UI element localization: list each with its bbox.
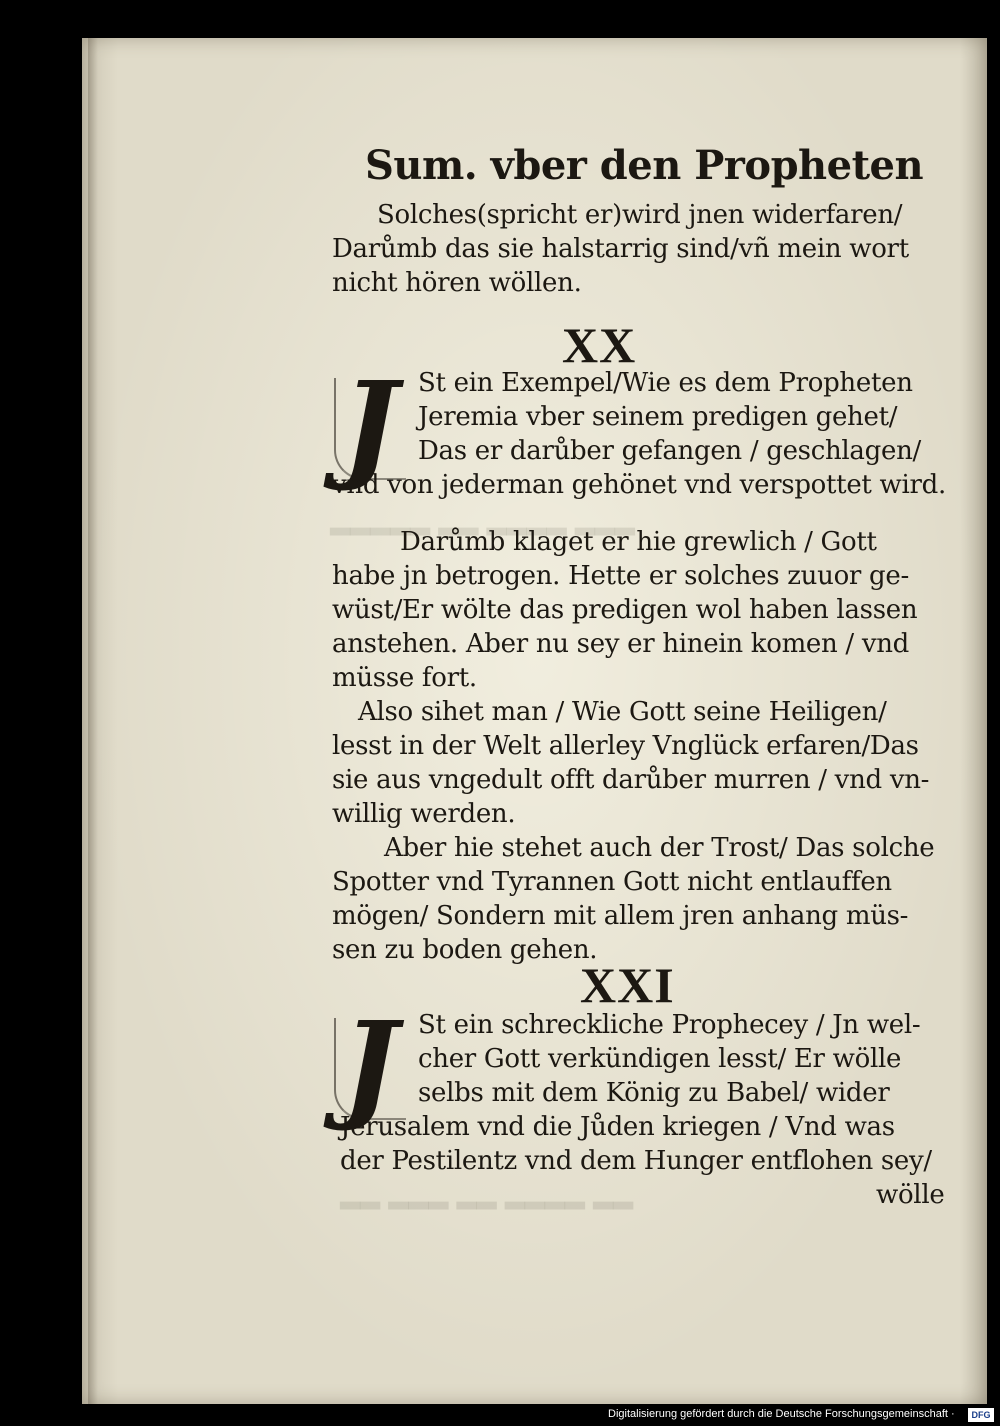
chapter-text-line: müsse fort.: [332, 663, 477, 693]
chapter-text-line: Spotter vnd Tyrannen Gott nicht entlauffen: [332, 867, 892, 897]
chapter-text-line: cher Gott verkündigen lesst/ Er wölle: [418, 1044, 902, 1074]
show-through-smudge: ▂▂▂ ▂▂▂▂ ▂▂ ▂▂▂▂▂: [330, 506, 635, 536]
chapter-text-line: Das er darůber gefangen / geschlagen/: [418, 436, 921, 466]
chapter-text-line: St ein Exempel/Wie es dem Propheten: [418, 368, 913, 398]
chapter-text-line: Aber hie stehet auch der Trost/ Das solche: [384, 833, 935, 863]
running-title: Sum. vber den Propheten: [365, 142, 924, 189]
chapter-text-line: wüst/Er wölte das predigen wol haben lassen: [332, 595, 918, 625]
digitization-credit: Digitalisierung gefördert durch die Deutsche Forschungsgemeinschaft ·: [608, 1408, 955, 1420]
chapter-text-line: mögen/ Sondern mit allem jren anhang müs-: [332, 901, 909, 931]
show-through-smudge: ▂▂ ▂▂▂▂ ▂▂ ▂▂▂ ▂▂: [340, 1180, 633, 1210]
chapter-text-line: anstehen. Aber nu sey er hinein komen / vnd: [332, 629, 910, 659]
chapter-text-line: Jeremia vber seinem predigen gehet/: [418, 402, 898, 432]
decorated-initial: J: [342, 355, 398, 494]
chapter-text-line: sie aus vngedult offt darůber murren / vnd vn-: [332, 765, 930, 795]
dfg-logo: DFG: [968, 1408, 994, 1422]
intro-line: Darůmb das sie halstarrig sind/vñ mein wort: [332, 234, 909, 264]
chapter-text-line: sen zu boden gehen.: [332, 935, 598, 965]
intro-line: Solches(spricht er)wird jnen widerfaren/: [377, 200, 903, 230]
chapter-text-line: willig werden.: [332, 799, 516, 829]
chapter-numeral: XXI: [580, 957, 675, 1013]
chapter-text-line: lesst in der Welt allerley Vnglück erfaren/Das: [332, 731, 919, 761]
chapter-text-line: selbs mit dem König zu Babel/ wider: [418, 1078, 890, 1108]
page-gutter-shadow: [88, 38, 98, 1404]
chapter-text-line: habe jn betrogen. Hette er solches zuuor ge-: [332, 561, 909, 591]
chapter-text-line: St ein schreckliche Prophecey / Jn wel-: [418, 1010, 921, 1040]
chapter-text-line: Jerusalem vnd die Jůden kriegen / Vnd was: [340, 1112, 895, 1142]
chapter-text-line: Also sihet man / Wie Gott seine Heiligen/: [358, 697, 887, 727]
chapter-text-line: der Pestilentz vnd dem Hunger entflohen sey/: [340, 1146, 932, 1176]
catchword: wölle: [876, 1180, 945, 1210]
chapter-numeral: XX: [562, 317, 637, 373]
chapter-text-line: Darůmb klaget er hie grewlich / Gott: [400, 527, 877, 557]
decorated-initial: J: [342, 995, 398, 1134]
chapter-text-line: vnd von jederman gehönet vnd verspottet wird.: [332, 470, 946, 500]
intro-line: nicht hören wöllen.: [332, 268, 582, 298]
